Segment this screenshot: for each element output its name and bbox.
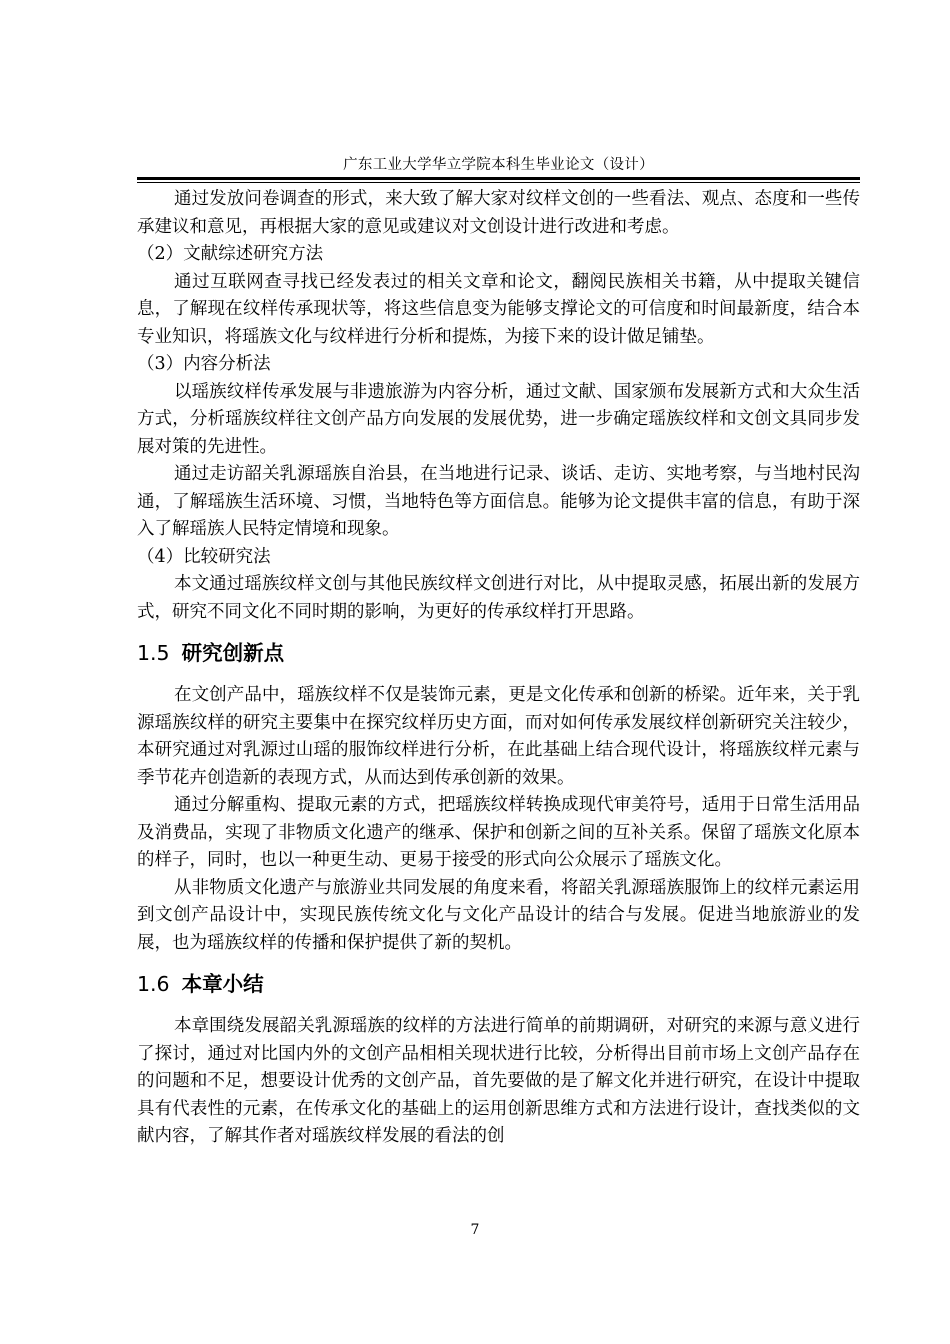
method-heading: （4）比较研究法 bbox=[137, 546, 271, 567]
page-header-title: 广东工业大学华立学院本科生毕业论文（设计） bbox=[343, 157, 654, 173]
paragraph: 通过互联网查寻找已经发表过的相关文章和论文，翻阅民族相关书籍，从中提取关键信息，了解现在纹样传承现状等，将这些信息变为能够支撑论文的可信度和时间最新度，结合本专业知识，将瑶族文化与纹样进行分析和提炼，为接下来的设计做足铺垫。 bbox=[137, 271, 860, 347]
header-rule-thick bbox=[137, 177, 860, 180]
section-number: 1.6 bbox=[137, 972, 170, 996]
paragraph: 本章围绕发展韶关乳源瑶族的纹样的方法进行简单的前期调研，对研究的来源与意义进行了探讨，通过对比国内外的文创产品相相关现状进行比较，分析得出目前市场上文创产品存在的问题和不足，想要设计优秀的文创产品，首先要做的是了解文化并进行研究，在设计中提取具有代表性的元素，在传承文化的基础上的运用创新思维方式和方法进行设计，查找类似的文献内容，了解其作者对瑶族纹样发展的看法的创 bbox=[137, 1016, 860, 1146]
section-title: 本章小结 bbox=[181, 972, 264, 996]
paragraph: 通过分解重构、提取元素的方式，把瑶族纹样转换成现代审美符号，适用于日常生活用品及消费品，实现了非物质文化遗产的继承、保护和创新之间的互补关系。保留了瑶族文化原本的样子，同时，也以一种更生动、更易于接受的形式向公众展示了瑶族文化。 bbox=[137, 795, 860, 870]
section-title: 研究创新点 bbox=[181, 641, 285, 665]
method-heading: （3）内容分析法 bbox=[137, 354, 271, 374]
section-number: 1.5 bbox=[137, 641, 170, 665]
section-heading-1-6 bbox=[137, 969, 860, 999]
paragraph: 本文通过瑶族纹样文创与其他民族纹样文创进行对比，从中提取灵感，拓展出新的发展方式，研究不同文化不同时期的影响，为更好的传承纹样打开思路。 bbox=[137, 574, 860, 622]
header-rule-thin bbox=[137, 182, 860, 183]
paragraph: 通过发放问卷调查的形式，来大致了解大家对纹样文创的一些看法、观点、态度和一些传承建议和意见，再根据大家的意见或建议对文创设计进行改进和考虑。 bbox=[137, 189, 860, 237]
document-body bbox=[137, 186, 860, 1151]
paragraph: 从非物质文化遗产与旅游业共同发展的角度来看，将韶关乳源瑶族服饰上的纹样元素运用到文创产品设计中，实现民族传统文化与文化产品设计的结合与发展。促进当地旅游业的发展，也为瑶族纹样的传播和保护提供了新的契机。 bbox=[137, 877, 860, 953]
method-heading: （2）文献综述研究方法 bbox=[137, 244, 324, 264]
paragraph: 通过走访韶关乳源瑶族自治县，在当地进行记录、谈话、走访、实地考察，与当地村民沟通，了解瑶族生活环境、习惯，当地特色等方面信息。能够为论文提供丰富的信息，有助于深入了解瑶族人民特定情境和现象。 bbox=[137, 464, 860, 539]
paragraph: 在文创产品中，瑶族纹样不仅是装饰元素，更是文化传承和创新的桥梁。近年来，关于乳源瑶族纹样的研究主要集中在探究纹样历史方面，而对如何传承发展纹样创新研究关注较少，本研究通过对乳源过山瑶的服饰纹样进行分析，在此基础上结合现代设计，将瑶族纹样元素与季节花卉创造新的表现方式，从而达到传承创新的效果。 bbox=[137, 685, 860, 788]
paragraph: 以瑶族纹样传承发展与非遗旅游为内容分析，通过文献、国家颁布发展新方式和大众生活方式，分析瑶族纹样往文创产品方向发展的发展优势，进一步确定瑶族纹样和文创文具同步发展对策的先进性。 bbox=[137, 381, 860, 457]
section-heading-1-5 bbox=[137, 638, 860, 668]
page-number: 7 bbox=[470, 1222, 480, 1238]
